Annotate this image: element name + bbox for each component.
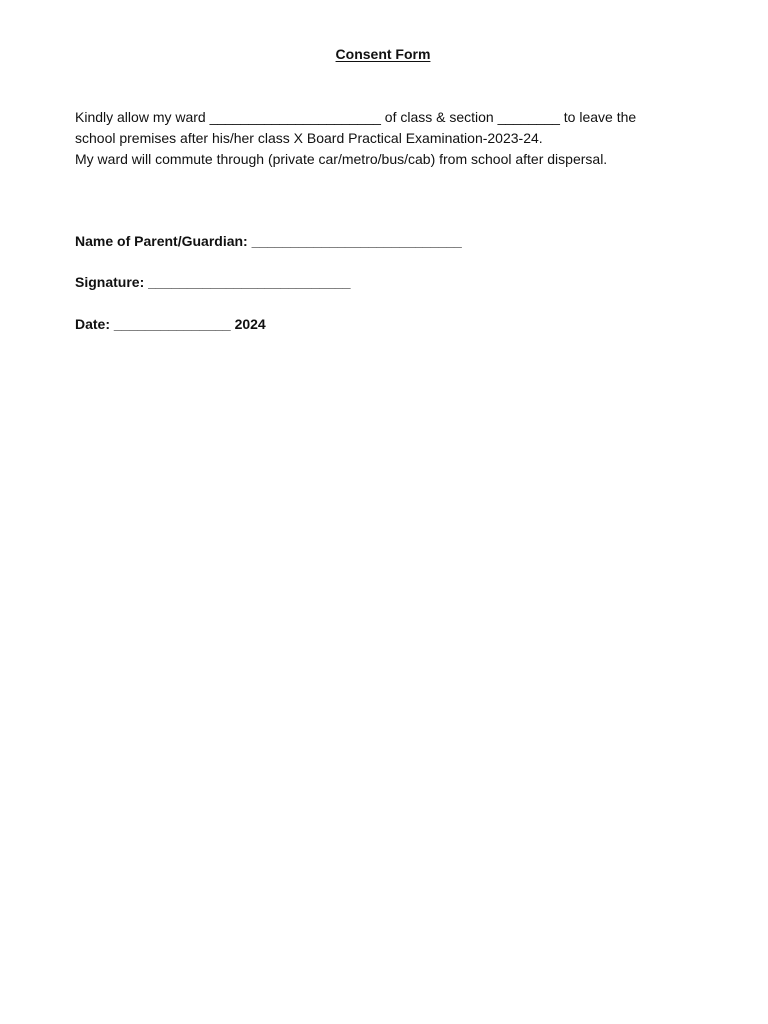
consent-paragraph [75,107,735,170]
paragraph-line-1: Kindly allow my ward ______________________ of class & section ________ to leave the [75,109,637,125]
paragraph-line-2: school premises after his/her class X Board Practical Examination-2023-24. [75,130,543,146]
signature-field: Signature: __________________________ [75,274,351,290]
date-field: Date: _______________ 2024 [75,316,266,332]
paragraph-line-3: My ward will commute through (private car/metro/bus/cab) from school after dispersal. [75,151,608,167]
consent-form-title: Consent Form [335,46,431,62]
page-title [0,45,766,63]
parent-name-field: Name of Parent/Guardian: ___________________________ [75,233,462,249]
